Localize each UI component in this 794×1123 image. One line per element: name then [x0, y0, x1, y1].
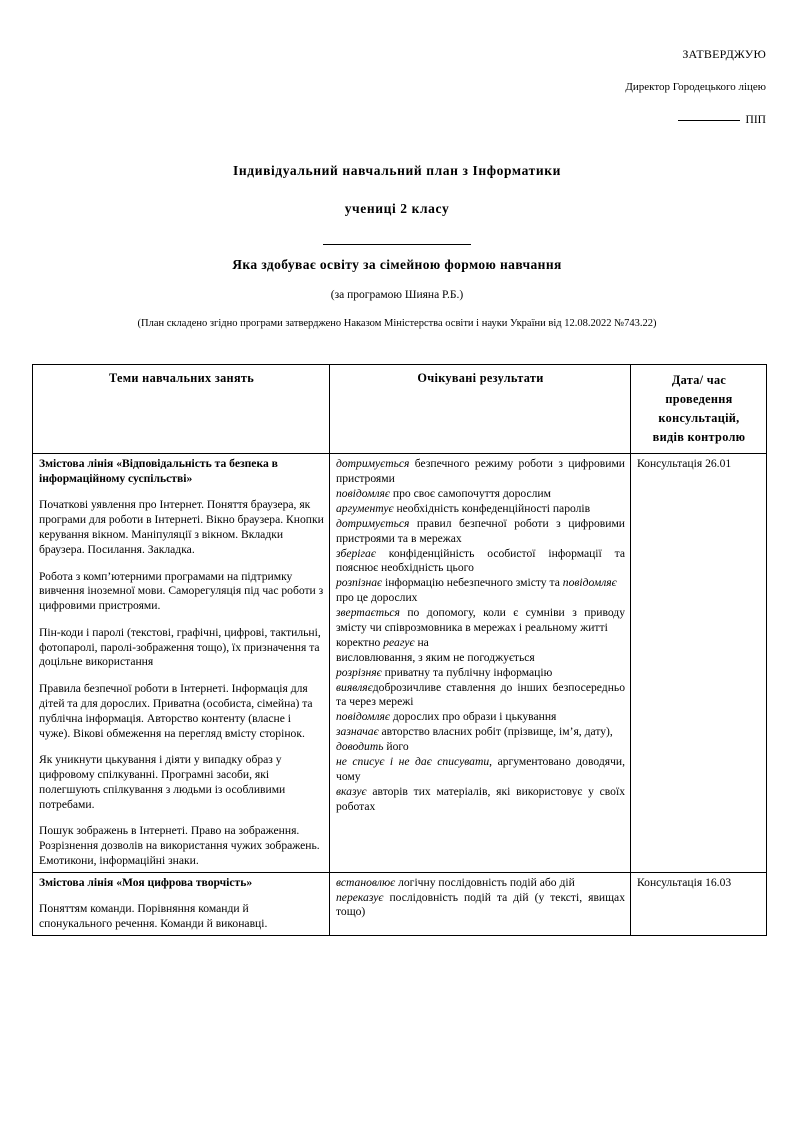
result-text: необхідність конфеденційності паролів — [393, 501, 591, 515]
result-item — [336, 606, 625, 636]
page-title: Індивідуальний навчальний план з Інформатики — [233, 163, 561, 178]
program-author-line: (за програмою Шияна Р.Б.) — [330, 289, 464, 301]
header-date-line-4: видів контролю — [652, 430, 746, 445]
result-text: безпечного режиму роботи з цифровими пристроями — [336, 457, 625, 486]
result-verb: встановлює — [336, 875, 396, 889]
result-verb: аргументує — [336, 501, 394, 515]
paragraph-spacer — [39, 741, 324, 753]
result-item — [336, 755, 625, 785]
result-item — [336, 651, 625, 666]
title-block — [0, 163, 794, 329]
paragraph-spacer — [39, 813, 324, 825]
header-date — [631, 365, 767, 454]
result-item — [336, 891, 625, 921]
topic-paragraph: Початкові уявлення про Інтернет. Поняття браузера, як програми для роботи в Інтернеті. Вікно браузера. Кнопки керування вікном. Маніпуляції з вікном. Вкладки браузера. Посилання. Закладка. — [39, 498, 324, 557]
result-verb: дотримується — [336, 457, 410, 471]
result-item — [336, 876, 625, 891]
paragraph-spacer — [39, 558, 324, 570]
result-verb: повідомляє — [336, 710, 390, 724]
result-item — [336, 681, 625, 711]
result-item — [336, 740, 625, 755]
result-verb: доводить — [336, 740, 384, 754]
topic-paragraph: Пошук зображень в Інтернеті. Право на зображення. Розрізнення дозволів на використання чужих зображень. Емотикони, інформаційні знаки. — [39, 824, 320, 867]
topic-paragraph: Пін-коди і паролі (текстові, графічні, цифрові, тактильні, фотопаролі, паролі-зображення тощо), їх призначення та доцільне використання — [39, 625, 321, 669]
result-text: по допомогу, коли є сумніви з приводу змісту чи співрозмовника в мережах і реальному житті — [336, 606, 625, 634]
result-item — [336, 785, 625, 815]
table-row — [33, 872, 767, 935]
approval-director: Директор Городецького ліцею — [625, 81, 766, 93]
result-item — [336, 517, 625, 547]
cell-topics — [33, 454, 330, 872]
result-text: дорослих про образи і цькування — [389, 710, 557, 724]
result-text: послідовність подій та дій (у тексті, явищах тощо) — [336, 890, 625, 919]
signature-blank-line — [678, 120, 740, 121]
result-item — [336, 576, 625, 591]
result-verb: зберігає — [336, 546, 376, 560]
cell-results — [330, 454, 631, 872]
cell-topics — [33, 872, 330, 935]
result-item — [336, 591, 625, 606]
result-verb: переказує — [336, 890, 384, 904]
table-header-row — [33, 365, 767, 454]
cell-date — [631, 872, 767, 935]
result-text: логічну послідовність подій або дій — [395, 875, 575, 889]
result-text: приватну та публічну інформацію — [381, 665, 553, 679]
result-item — [336, 547, 625, 577]
header-date-line-3: консультацій, — [658, 411, 740, 426]
student-name-blank — [323, 231, 471, 245]
result-text: висловлювання, з яким не погоджується — [336, 650, 535, 664]
topic-paragraph: Правила безпечної роботи в Інтернеті. Інформація для дітей та для дорослих. Приватна (особиста, сімейна) та публічна інформація. Авторство контенту (власне і чуже). Вікові обмеження на перегляд вмісту сторінок. — [39, 681, 313, 740]
result-item — [336, 636, 625, 651]
result-text: про це дорослих — [336, 591, 418, 605]
table-row — [33, 454, 767, 872]
header-results: Очікувані результати — [330, 365, 631, 454]
result-verb: повідомляє — [336, 486, 390, 500]
approval-signature-label: ПІП — [745, 114, 766, 126]
result-text: авторів тих матеріалів, які використовує у своїх роботах — [336, 784, 625, 813]
paragraph-spacer — [39, 487, 324, 499]
result-verb: звертається — [336, 606, 400, 620]
approval-block — [466, 48, 766, 127]
topic-paragraph: Робота з комп’ютерними програмами на підтримку вивчення іноземної мови. Саморегуляція під час роботи з цифровими пристроями. — [39, 569, 324, 613]
cell-date — [631, 454, 767, 872]
topic-heading: Змістова лінія «Моя цифрова творчість» — [39, 875, 253, 889]
result-verb: розрізняє — [336, 665, 382, 679]
result-item — [336, 457, 625, 487]
result-verb-secondary: повідомляє — [562, 576, 617, 590]
paragraph-spacer — [39, 614, 324, 626]
paragraph-spacer — [39, 670, 324, 682]
result-verb-secondary: реагує — [383, 635, 415, 649]
result-verb: дотримується — [336, 516, 410, 530]
approval-label: ЗАТВЕРДЖУЮ — [682, 47, 766, 61]
topic-heading: Змістова лінія «Відповідальність та безпека в інформаційному суспільстві» — [39, 457, 278, 486]
result-verb: зазначає — [336, 725, 379, 739]
result-text: , аргументовано доводячи, чому — [336, 755, 625, 783]
result-text: авторство власних робіт (прізвище, ім’я, дату), — [378, 725, 613, 739]
result-verb: виявляє — [336, 680, 373, 694]
header-topics: Теми навчальних занять — [33, 365, 330, 454]
result-item — [336, 487, 625, 502]
result-text: коректно — [336, 635, 384, 649]
result-text: конфіденційність особистої інформації та пояснює необхідність цього — [336, 546, 625, 575]
result-text: доброзичливе ставлення до інших безпосередньо та через мережі — [336, 680, 625, 709]
result-verb: розпізнає — [336, 576, 383, 590]
result-verb: вказує — [336, 784, 367, 798]
learning-plan-table — [32, 364, 767, 936]
result-item — [336, 710, 625, 725]
result-text-secondary: на — [414, 635, 429, 649]
approval-signature-row — [466, 115, 766, 127]
result-item — [336, 725, 625, 740]
table-body — [33, 454, 767, 936]
education-form-line: Яка здобуває освіту за сімейною формою навчання — [232, 257, 562, 272]
result-text: про своє самопочуття дорослим — [389, 486, 551, 500]
paragraph-spacer — [39, 891, 324, 903]
result-text: інформацію небезпечного змісту та — [382, 576, 563, 590]
header-date-lines — [637, 371, 761, 447]
header-date-line-1: Дата/ час — [671, 373, 727, 387]
consultation-date: Консультація 16.03 — [637, 875, 732, 889]
topic-paragraph: Як уникнути цькування і діяти у випадку образ у цифровому спілкуванні. Програмні засоби, які полегшують спілкування з людьми із особливими потребами. — [39, 752, 286, 811]
result-item — [336, 502, 625, 517]
cell-results — [330, 872, 631, 935]
result-text: правил безпечної роботи з цифровими пристроями та в мережах — [336, 516, 625, 545]
header-date-line-2: проведення — [665, 392, 733, 407]
result-verb: не списує і не дає списувати — [336, 755, 490, 768]
result-item — [336, 666, 625, 681]
page-subtitle: учениці 2 класу — [344, 201, 450, 216]
consultation-date: Консультація 26.01 — [637, 457, 732, 471]
topic-paragraph: Поняттям команди. Порівняння команди й спонукального речення. Команди й виконавці. — [39, 902, 268, 930]
result-text: його — [383, 740, 409, 754]
program-order-note: (План складено згідно програми затверджено Наказом Міністерства освіти і науки України від 12.08.2022 №743.22) — [137, 318, 657, 329]
